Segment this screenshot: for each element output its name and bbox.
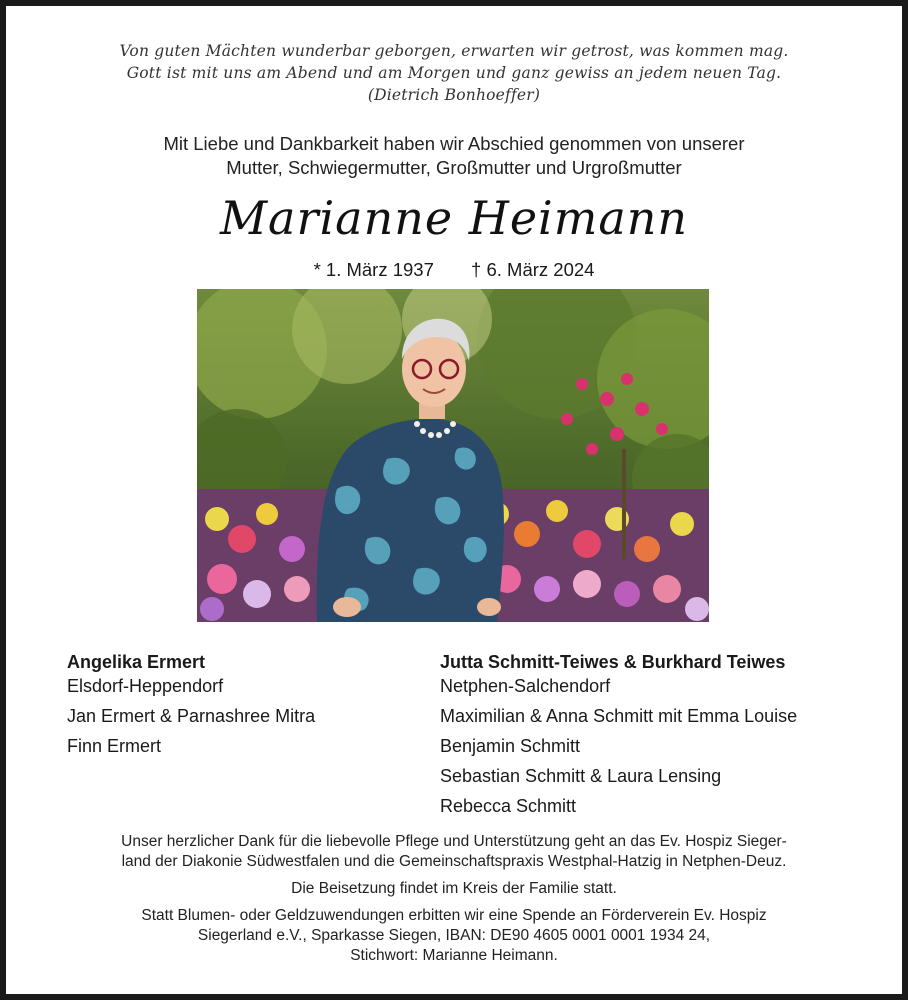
- quote-line-1: Von guten Mächten wunderbar geborgen, erwarten wir getrost, was kommen mag.: [119, 42, 789, 60]
- bonhoeffer-quote: [6, 40, 902, 106]
- family-member: Maximilian & Anna Schmitt mit Emma Louise: [440, 706, 798, 726]
- deceased-name: Marianne Heimann: [219, 191, 689, 245]
- thanks-line-2: land der Diakonie Südwestfalen und die Gemeinschaftspraxis Westphal-Hatzig in Netphen-Deuz.: [121, 853, 787, 870]
- family-member: Sebastian Schmitt & Laura Lensing: [440, 766, 722, 786]
- birth-date: * 1. März 1937: [313, 259, 434, 280]
- death-date: † 6. März 2024: [471, 259, 595, 280]
- quote-author: (Dietrich Bonhoeffer): [367, 86, 541, 104]
- intro-line-2: Mutter, Schwiegermutter, Großmutter und Urgroßmutter: [226, 157, 682, 178]
- donation-line-2: Siegerland e.V., Sparkasse Siegen, IBAN: DE90 4605 0001 0001 1934 24,: [197, 927, 711, 944]
- donation-line-3: Stichwort: Marianne Heimann.: [350, 947, 558, 964]
- thanks-line-1: Unser herzlicher Dank für die liebevolle Pflege und Unterstützung geht an das Ev. Hospiz Sieger-: [121, 833, 787, 850]
- quote-line-2: Gott ist mit uns am Abend und am Morgen und ganz gewiss an jedem neuen Tag.: [126, 64, 782, 82]
- burial-note: Die Beisetzung findet im Kreis der Familie statt.: [291, 880, 617, 897]
- family-member: Rebecca Schmitt: [440, 796, 577, 816]
- family-column-right: [440, 650, 880, 824]
- family-head-place: Netphen-Salchendorf: [440, 676, 611, 696]
- family-member: Finn Ermert: [67, 736, 162, 756]
- family-head-name: Jutta Schmitt-Teiwes & Burkhard Teiwes: [440, 652, 786, 672]
- donation-note: [6, 906, 902, 966]
- family-member: Jan Ermert & Parnashree Mitra: [67, 706, 316, 726]
- donation-line-1: Statt Blumen- oder Geldzuwendungen erbitten wir eine Spende an Förderverein Ev. Hospiz: [141, 907, 767, 924]
- portrait-photo: [197, 289, 709, 622]
- thanks-note: [6, 832, 902, 872]
- family-head-place: Elsdorf-Heppendorf: [67, 676, 224, 696]
- family-column-left: [67, 650, 407, 764]
- intro-text: [6, 132, 902, 180]
- family-member: Benjamin Schmitt: [440, 736, 581, 756]
- life-dates: [6, 258, 902, 282]
- garden-portrait-image: [197, 289, 709, 622]
- family-head-name: Angelika Ermert: [67, 652, 206, 672]
- intro-line-1: Mit Liebe und Dankbarkeit haben wir Abschied genommen von unserer: [163, 133, 745, 154]
